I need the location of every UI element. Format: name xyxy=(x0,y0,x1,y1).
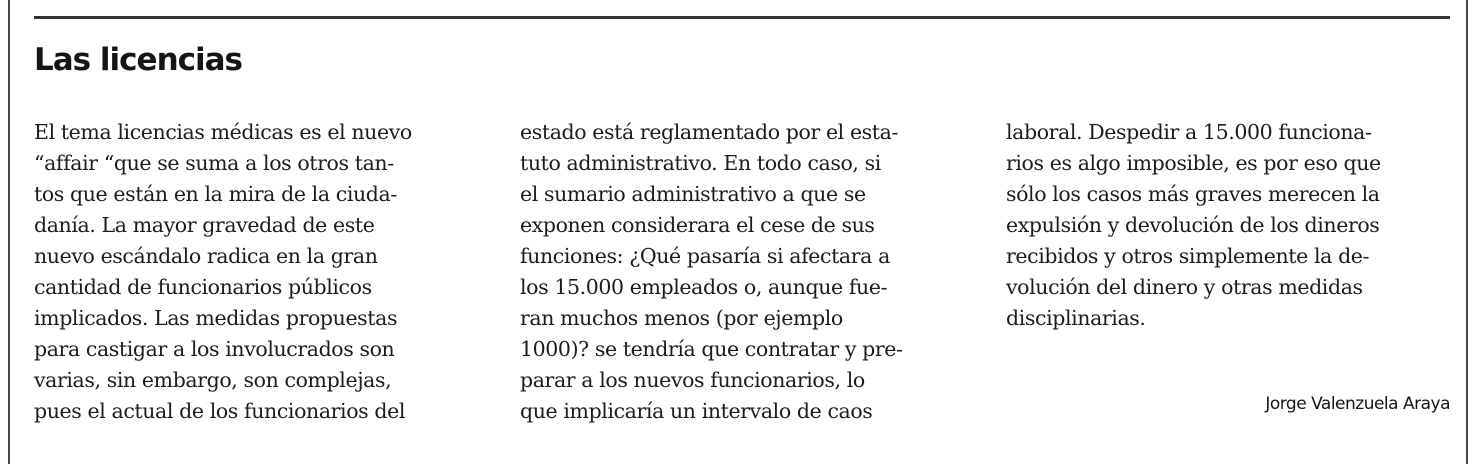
text-line: rios es algo imposible, es por eso que xyxy=(1006,151,1381,175)
text-line: cantidad de funcionarios públicos xyxy=(34,275,372,299)
author-signature: Jorge Valenzuela Araya xyxy=(1265,394,1450,414)
page-border-right xyxy=(1466,0,1468,464)
top-divider-rule xyxy=(34,16,1450,19)
text-line: tos que están en la mira de la ciuda- xyxy=(34,182,397,206)
text-line: recibidos y otros simplemente la de- xyxy=(1006,244,1370,268)
article-column-2 xyxy=(520,117,903,427)
text-line: que implicaría un intervalo de caos xyxy=(520,399,873,423)
text-line: laboral. Despedir a 15.000 funciona- xyxy=(1006,120,1372,144)
article-column-3 xyxy=(1006,117,1381,334)
article-column-1 xyxy=(34,117,412,427)
text-line: ran muchos menos (por ejemplo xyxy=(520,306,843,330)
text-line: expulsión y devolución de los dineros xyxy=(1006,213,1380,237)
text-line: estado está reglamentado por el esta- xyxy=(520,120,898,144)
text-line: parar a los nuevos funcionarios, lo xyxy=(520,368,865,392)
text-line: disciplinarias. xyxy=(1006,306,1146,330)
text-line: varias, sin embargo, son complejas, xyxy=(34,368,392,392)
text-line: funciones: ¿Qué pasaría si afectara a xyxy=(520,244,890,268)
text-line: los 15.000 empleados o, aunque fue- xyxy=(520,275,888,299)
text-line: 1000)? se tendría que contratar y pre- xyxy=(520,337,903,361)
text-line: nuevo escándalo radica en la gran xyxy=(34,244,378,268)
text-line: implicados. Las medidas propuestas xyxy=(34,306,398,330)
page-border-left xyxy=(8,0,10,464)
text-line: pues el actual de los funcionarios del xyxy=(34,399,405,423)
text-line: “affair “que se suma a los otros tan- xyxy=(34,151,394,175)
text-line: danía. La mayor gravedad de este xyxy=(34,213,375,237)
text-line: el sumario administrativo a que se xyxy=(520,182,866,206)
text-line: volución del dinero y otras medidas xyxy=(1006,275,1363,299)
article-headline: Las licencias xyxy=(34,42,243,78)
text-line: tuto administrativo. En todo caso, si xyxy=(520,151,881,175)
text-line: para castigar a los involucrados son xyxy=(34,337,395,361)
text-line: exponen considerara el cese de sus xyxy=(520,213,875,237)
text-line: sólo los casos más graves merecen la xyxy=(1006,182,1380,206)
text-line: El tema licencias médicas es el nuevo xyxy=(34,120,412,144)
